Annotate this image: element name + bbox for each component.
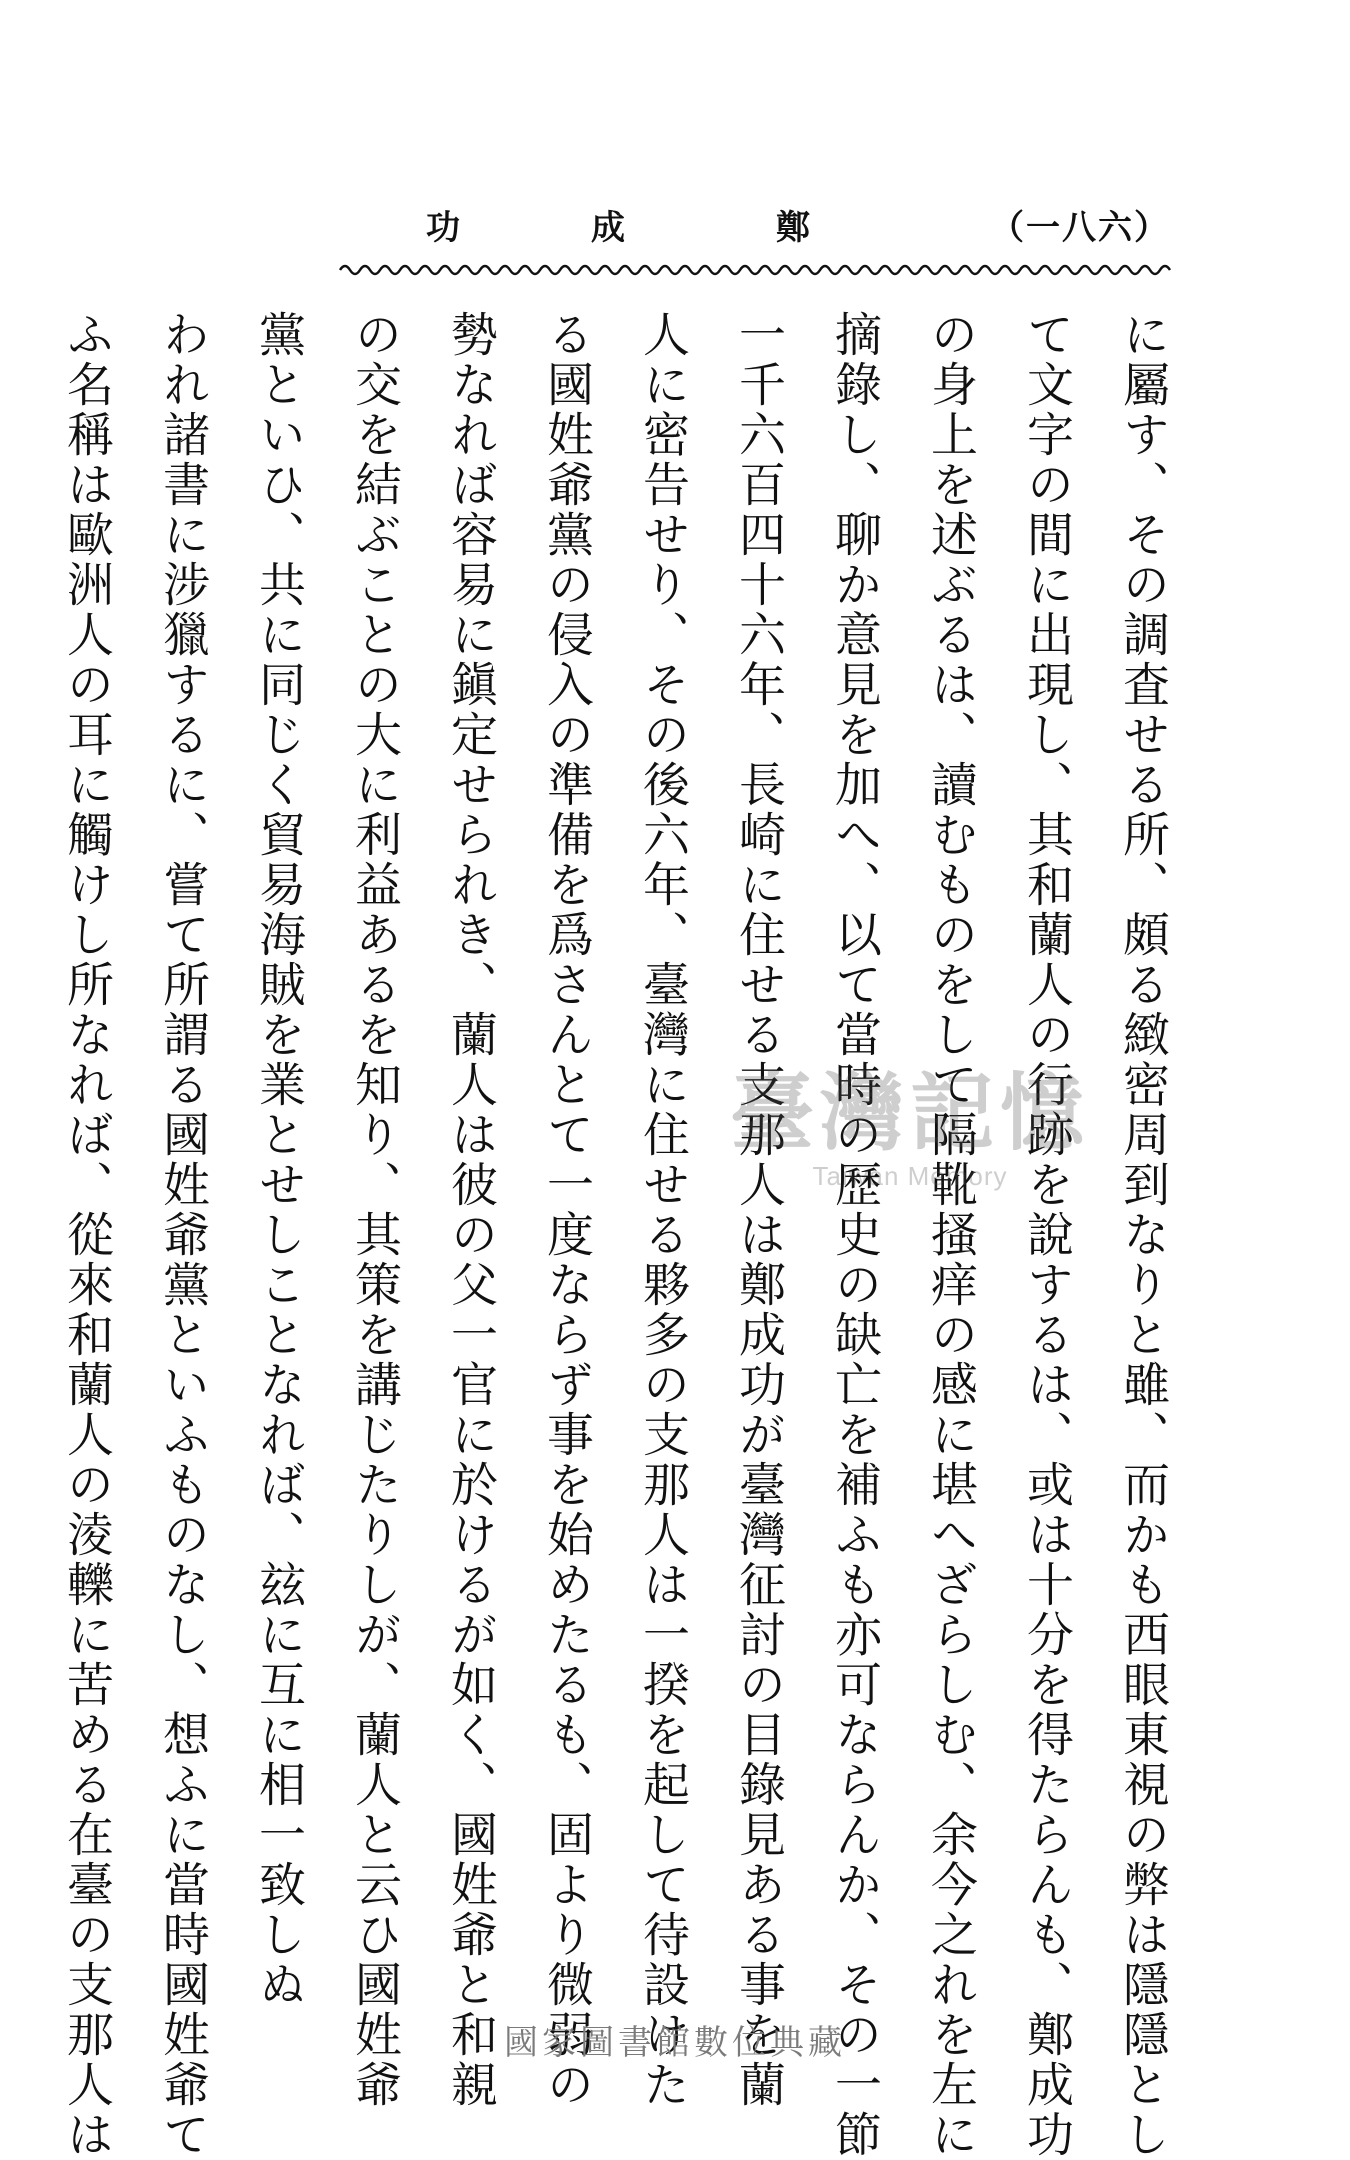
text-column: 摘錄し、聊か意見を加へ、以て當時の歷史の缺亡を補ふも亦可ならんか、その一節	[827, 310, 882, 2160]
text-column: 黨といひ、共に同じく貿易海賊を業とせしことなれば、玆に互に相一致しぬ	[251, 310, 306, 2010]
text-column: の身上を述ぶるは、讀むものをして隔靴搔痒の感に堪へざらしむ、余今之れを左に	[923, 310, 978, 2160]
text-column: 勢なれば容易に鎭定せられき、蘭人は彼の父一官に於けるが如く、國姓爺と和親	[443, 310, 498, 2110]
text-column: ふ名稱は歐洲人の耳に觸けし所なれば、從來和蘭人の淩轢に苦める在臺の支那人は	[59, 310, 114, 2160]
header-title-char: 鄭	[776, 208, 810, 248]
text-column: 一千六百四十六年、長崎に住せる支那人は鄭成功が臺灣征討の目錄見ある事を蘭	[731, 310, 786, 2110]
text-column: て文字の間に出現し、其和蘭人の行跡を說するは、或は十分を得たらんも、鄭成功	[1019, 310, 1074, 2160]
library-footer: 國家圖書館數位典藏	[504, 2023, 846, 2063]
watermark-title: 臺灣記憶	[729, 1063, 1090, 1162]
text-column: の交を結ぶことの大に利益あるを知り、其策を講じたりしが、蘭人と云ひ國姓爺	[347, 310, 402, 2110]
taiwan-memory-watermark	[700, 1065, 1120, 1205]
watermark-subtitle: Taiwan Memory	[812, 1161, 1008, 1191]
text-column: に屬す、その調査せる所、頗る緻密周到なりと雖、而かも西眼東視の弊は隱隱とし	[1115, 310, 1170, 2160]
page-number: （一八六）	[990, 208, 1170, 248]
text-column: る國姓爺黨の侵入の準備を爲さんとて一度ならず事を始めたるも、固より微弱の	[539, 310, 594, 2110]
header-title-char: 成	[591, 208, 625, 248]
running-header	[340, 200, 1170, 260]
header-title-char: 功	[426, 208, 460, 248]
text-column: われ諸書に涉獵するに、嘗て所謂る國姓爺黨といふものなし、想ふに當時國姓爺て	[155, 310, 210, 2160]
text-column: 人に密告せり、その後六年、臺灣に住せる夥多の支那人は一揆を起して待設けた	[635, 310, 690, 2110]
header-wavy-rule	[340, 262, 1170, 278]
